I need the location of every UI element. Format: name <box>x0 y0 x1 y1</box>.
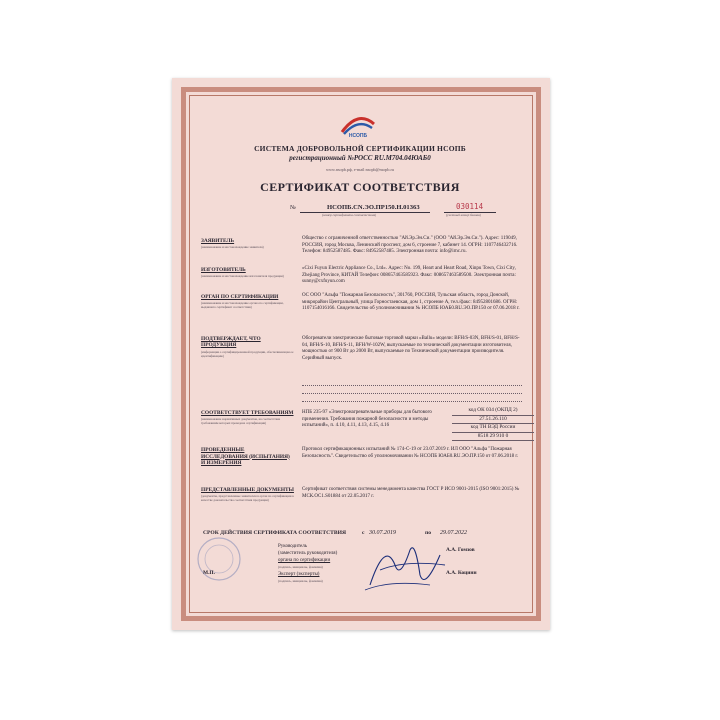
applicant-label: ЗАЯВИТЕЛЬ <box>201 238 235 244</box>
tests-label: ПРОВЕДЕННЫЕ ИССЛЕДОВАНИЯ (ИСПЫТАНИЯ) И ИЗМЕРЕНИЯ <box>201 447 290 467</box>
head-role: Руководитель <box>278 544 308 549</box>
handwritten-signature-icon <box>360 535 450 595</box>
manufacturer-sub: (наименование и местонахождение изготовителя продукции) <box>201 274 284 278</box>
website-email: www.nsopb.pф, e-mail:nsopb@nsopb.ru <box>325 167 395 172</box>
manufacturer-label: ИЗГОТОВИТЕЛЬ <box>201 267 246 273</box>
blank-serial-number: 030114 <box>456 202 484 211</box>
page-title: СЕРТИФИКАТ СООТВЕТСТВИЯ <box>260 180 460 194</box>
product-value: Обогреватели электрические бытовые торговой марки «Ballu» модели: BFH/S-03N, BFH/S-01, BFH/S-04, BFH/S-10, BFH/S-11, BFH/W-102W, выпускаемые по технической документации изготовителя, мощностью от 900 Вт до 2000 Вт, выпускаемые по Технической документации производителя. Серийный выпуск. <box>302 336 520 361</box>
tnved-code-value: 8518 29 910 0 <box>452 433 534 442</box>
product-codes <box>452 407 534 441</box>
requirements-label: СООТВЕТСТВУЕТ ТРЕБОВАНИЯМ <box>201 410 294 416</box>
head-signature-caption: (подпись, инициалы, фамилия) <box>278 565 323 569</box>
divider <box>302 385 522 386</box>
validity-from-prefix: с <box>362 530 365 536</box>
okpd-code-label: код ОК 034 (ОКПД 2) <box>452 407 534 416</box>
number-prefix: № <box>290 205 296 211</box>
certification-body-label: ОРГАН ПО СЕРТИФИКАЦИИ <box>201 294 279 300</box>
documents-value: Сертификат соответствия системы менеджмента качества ГОСТ Р ИСО 9001-2015 (ISO 9001:2015) № МСК.ОС1.S01884 от 22.05.2017 г. <box>302 487 520 499</box>
head-name: А.А. Гомзов <box>446 547 475 553</box>
applicant-sub: (наименование и местонахождение заявителя) <box>201 245 264 249</box>
documents-sub: (документы, представленные заявителем в орган по сертификации в качестве доказательства соответствия продукции) <box>201 494 294 502</box>
serial-caption: (учетный номер бланка) <box>446 213 481 217</box>
certification-body-value: ОС ООО "Альфа "Пожарная Безопасность", 301760, РОССИЯ, Тульская область, город Донской, микрорайон Центральный, улица Горностаевская, дом 1, строение А, тел./факс: 84952801686. ОГРН: 1107154016166. Свидетельство об уполномочивании № НСОПБ ЮАБ0.RU.ЭО.ПР.150 от 07.06.2018 г. <box>302 293 520 312</box>
tests-value: Протокол сертификационных испытаний № 174-С-19 от 23.07.2019 г. ИЛ ООО "Альфа "Пожарная Безопасность". Свидетельство об уполномочивании № НСОПБ ЮАБ0.RU.ЭО.ПР.150 от 07.06.2018 г. <box>302 447 519 459</box>
divider <box>302 393 522 394</box>
divider <box>302 401 522 402</box>
validity-label: СРОК ДЕЙСТВИЯ СЕРТИФИКАТА СООТВЕТСТВИЯ <box>203 530 346 536</box>
svg-text:НСОПБ: НСОПБ <box>348 133 368 138</box>
expert-role: Эксперт (эксперты) <box>278 572 320 577</box>
requirements-value: НПБ 235-97 «Электронагревательные приборы для бытового применения. Требования пожарной безопасности и методы испытаний», п. 4.10, 4.11, 4.13, 4.15, 4.16 <box>302 410 432 429</box>
head-role-deputy: (заместитель руководителя) <box>278 551 338 556</box>
expert-signature-caption: (подпись, инициалы, фамилия) <box>278 579 323 583</box>
system-name: СИСТЕМА ДОБРОВОЛЬНОЙ СЕРТИФИКАЦИИ НСОПБ <box>254 144 466 153</box>
nsopb-logo-icon <box>338 112 378 138</box>
validity-from-date: 30.07.2019 <box>369 530 396 536</box>
manufacturer-value: «Cixi Fuyun Electric Appliance Co., Ltd». Адрес: No. 199, Heart and Heart Road, Xinpu Town, Cixi City, Zhejiang Province, КИТАЙ Телефон: 008657463585923. Факс: 008657463589500. Электронная почта: sunny@cxfuyun.com <box>302 266 516 285</box>
certificate-number-caption: (номер сертификата соответствия) <box>322 213 377 217</box>
registration-number: регистрационный №РОСС RU.М704.04ЮАБ0 <box>289 154 431 162</box>
product-sub: (информация о сертифицированной продукции, обеспечивающая ее идентификацию) <box>201 350 294 358</box>
certificate-number: НСОПБ.CN.ЭО.ПР150.Н.01363 <box>327 204 420 211</box>
documents-label: ПРЕДСТАВЛЕННЫЕ ДОКУМЕНТЫ <box>201 487 294 493</box>
validity-to-prefix: по <box>425 530 432 536</box>
requirements-sub: (наименование нормативных документов, на соответствие требованиям которых проведена сертификация) <box>201 417 281 425</box>
expert-name: А.А. Коцинн <box>446 570 477 576</box>
seal-placeholder: М.П. <box>203 570 215 576</box>
validity-to-date: 29.07.2022 <box>440 530 467 536</box>
certification-body-sub: (наименование и местонахождение органа по сертификации, выдавшего сертификат соответствия) <box>201 301 284 309</box>
head-role-body: органа по сертификации <box>278 558 331 563</box>
tnved-code-label: код ТН ВЭД России <box>452 424 534 433</box>
applicant-value: Общество с ограниченной ответственностью "Ай.Эр.Эн.Си." (ООО "Ай.Эр.Эн.Си."). Адрес: 119049, РОССИЯ, город Москва, Ленинский проспект, дом 6, строение 7, кабинет 14. ОГРН: 1107746432716. Телефон: 84952587485. Факс: 84952587485. Электронная почта: info@irnc.ru. <box>302 236 518 255</box>
product-label: ПОДТВЕРЖДАЕТ, ЧТО ПРОДУКЦИЯ <box>201 336 261 349</box>
okpd-code-value: 27.51.26.110 <box>452 416 534 425</box>
